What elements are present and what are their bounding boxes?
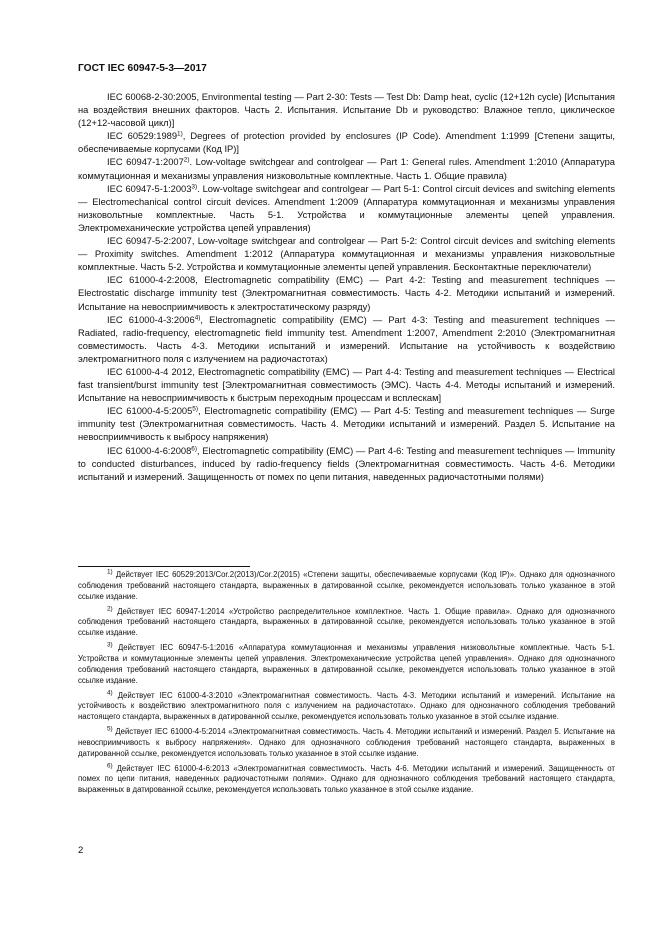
reference-text: , Electromagnetic compatibility (EMC) — Part 4-6: Testing and measurement techniques — Immunity to conducted disturbances, induced by radio-frequency fields (Электромагнитная совместимость. Часть 4-6. Методики испытаний и измерений. Защищенность от помех по цепи питания, наведенных радиочастотными полями) [78, 445, 615, 482]
reference-code: IEC 60947-5-2:2007 [107, 236, 192, 247]
reference-code: IEC 61000-4-5:2005 [107, 406, 193, 417]
footnote-marker: 6) [191, 445, 197, 453]
footnotes-list [78, 570, 615, 800]
reference-code: IEC 61000-4-4 2012 [107, 366, 193, 377]
reference-text: , Degrees of protection provided by enclosures (IP Code). Amendment 1:1999 [Степени защиты, обеспечиваемые корпусами (Код IP)] [78, 131, 615, 155]
footnote-marker: 5) [107, 725, 113, 733]
page-header: ГОСТ IEC 60947-5-3—2017 [78, 63, 207, 74]
page-number: 2 [78, 845, 84, 856]
references-list [78, 91, 615, 484]
reference-item [78, 130, 615, 156]
reference-text: , Environmental testing — Part 2-30: Tests — Test Db: Damp heat, cyclic (12+12h cycle) [Испытания на воздействия внешних факторов. Часть 2. Испытания. Испытание Db и руководство: Влажное тепло, циклическое (12+12-часовой цикл)] [78, 92, 615, 129]
footnote [78, 607, 615, 639]
reference-item [78, 91, 615, 130]
reference-code: IEC 60947-1:2007 [107, 157, 184, 168]
footnote-marker: 3) [107, 641, 113, 649]
footnote-marker: 6) [107, 762, 113, 770]
footnote-text: Действует IEC 60947-5-1:2016 «Аппаратура коммутационная и механизмы управления низковольтные комплектные. Часть 5-1. Устройства и коммутационные элементы цепей управления. Электромеханические устройства цепей управления». Однако для однозначного соблюдения требований настоящего стандарта, выраженных в датированной ссылке, рекомендуется использовать только указанное в этой ссылке издание. [78, 643, 615, 685]
footnote-marker: 1) [177, 130, 183, 138]
reference-code: IEC 61000-4-6:2008 [107, 445, 192, 456]
reference-code: IEC 60947-5-1:2003 [107, 183, 192, 194]
reference-item [78, 274, 615, 313]
reference-code: IEC 61000-4-3:2006 [107, 314, 195, 325]
reference-code: IEC 61000-4-2:2008 [107, 275, 196, 286]
reference-code: IEC 60068-2-30:2005 [107, 92, 197, 102]
footnote-marker: 4) [194, 314, 201, 322]
footnote [78, 643, 615, 686]
reference-item [78, 366, 615, 405]
footnote [78, 727, 615, 759]
reference-text: , Electromagnetic compatibility (EMC) — Part 4-2: Testing and measurement techniques — Electrostatic discharge immunity test (Электромагнитная совместимость. Часть 4-2. Методики испытаний и измерений. Испытание на невосприимчивость к электростатическому разряду) [78, 275, 615, 312]
reference-code: IEC 60529:1989 [107, 131, 178, 142]
footnote-text: Действует IEC 61000-4-3:2010 «Электромагнитная совместимость. Часть 4-3. Методики испытаний и измерений. Испытание на устойчивость к воздействию электромагнитного поля с излучением на радиочастотах». Однако для однозначного соблюдения требований настоящего стандарта, выраженных в датированной ссылке, рекомендуется использовать только указанное в этой ссылке издание. [78, 690, 615, 722]
reference-text: , Electromagnetic compatibility (EMC) — Part 4-4: Testing and measurement techniques — Electrical fast transient/burst immunity test [Электромагнитная совместимость (ЭМС). Часть 4-4. Методы испытаний и измерений. Испытание на невосприимчивость к быстрым переходным процессам и всплескам] [78, 366, 616, 404]
footnote-text: Действует IEC 61000-4-5:2014 «Электромагнитная совместимость. Часть 4. Методики испытаний и измерений. Раздел 5. Испытание на невосприимчивость к выбросу напряжения». Однако для однозначного соблюдения требований настоящего стандарта, выраженных в датированной ссылке, рекомендуется использовать только указанное в этой ссылке издание. [78, 727, 615, 758]
footnote-marker: 2) [183, 156, 190, 164]
reference-item [78, 183, 615, 235]
footnote-marker: 4) [107, 689, 113, 697]
reference-text: , Low-voltage switchgear and controlgear — Part 5-2: Control circuit devices and switching elements — Proximity switches. Amendment 1:2012 (Аппаратура коммутационная и механизмы управления низковольтные комплектные. Часть 5-2. Устройства и коммутационные элементы цепей управления. Бесконтактные переключатели) [78, 236, 615, 273]
reference-text: . Low-voltage switchgear and controlgear — Part 1: General rules. Amendment 1:2010 (Аппаратура коммутационная и механизмы управления низковольтные комплектные. Часть 1. Общие правила) [78, 157, 615, 181]
reference-item [78, 235, 615, 274]
footnote [78, 570, 615, 602]
footnote-marker: 3) [191, 183, 198, 191]
footnote-marker: 1) [107, 568, 113, 576]
footnote-separator [78, 566, 250, 567]
reference-item [78, 156, 615, 182]
footnote [78, 691, 615, 723]
reference-text: , Electromagnetic compatibility (EMC) — Part 4-3: Testing and measurement techniques — Radiated, radio-frequency, electromagnetic field immunity test. Amendment 1:2007, Amendment 2:2010 (Электромагнитная совместимость. Часть 4-3. Методики испытаний и измерений. Испытание на устойчивость к воздействию электромагнитного поля с излучением на радиочастотах) [78, 314, 616, 364]
reference-text: , Electromagnetic compatibility (EMC) — Part 4-5: Testing and measurement techniques — Surge immunity test (Электромагнитная совместимость. Часть 4. Методики испытаний и измерений. Раздел 5. Испытание на невосприимчивость к выбросу напряжения) [78, 406, 615, 443]
footnote-text: Действует IEC 61000-4-6:2013 «Электромагнитная совместимость. Часть 4-6. Методики испытаний и измерений. Защищенность от помех по цепи питания, наведенных радиочастотными полями». Однако для однозначного соблюдения требований настоящего стандарта, выраженных в датированной ссылке, рекомендуется использовать только указанное в этой ссылке издание. [78, 763, 615, 795]
footnote-marker: 5) [192, 405, 198, 413]
reference-item [78, 314, 615, 366]
footnote-text: Действует IEC 60529:2013/Cor.2(2013)/Cor.2(2015) «Степени защиты, обеспечиваемые корпусами (Код IP)». Однако для однозначного соблюдения требований настоящего стандарта, выраженных в датированной ссылке, рекомендуется использовать только указанное в этой ссылке издание. [78, 570, 615, 601]
footnote [78, 764, 615, 796]
reference-text: . Low-voltage switchgear and controlgear — Part 5-1: Control circuit devices and switching elements — Electromechanical control circuit devices. Amendment 1:2009 (Аппаратура коммутационная и механизмы управления низковольтные комплектные. Часть 5-1. Устройства и коммутационные элементы цепей управления. Электромеханические устройства цепей управления) [78, 183, 615, 233]
reference-item [78, 405, 615, 444]
footnote-marker: 2) [107, 605, 113, 613]
footnote-text: Действует IEC 60947-1:2014 «Устройство распределительное комплектное. Часть 1. Общие правила». Однако для однозначного соблюдения требований настоящего стандарта, выраженных в датированной ссылке, рекомендуется использовать только указанное в этой ссылке издание. [78, 606, 615, 638]
reference-item [78, 445, 615, 484]
